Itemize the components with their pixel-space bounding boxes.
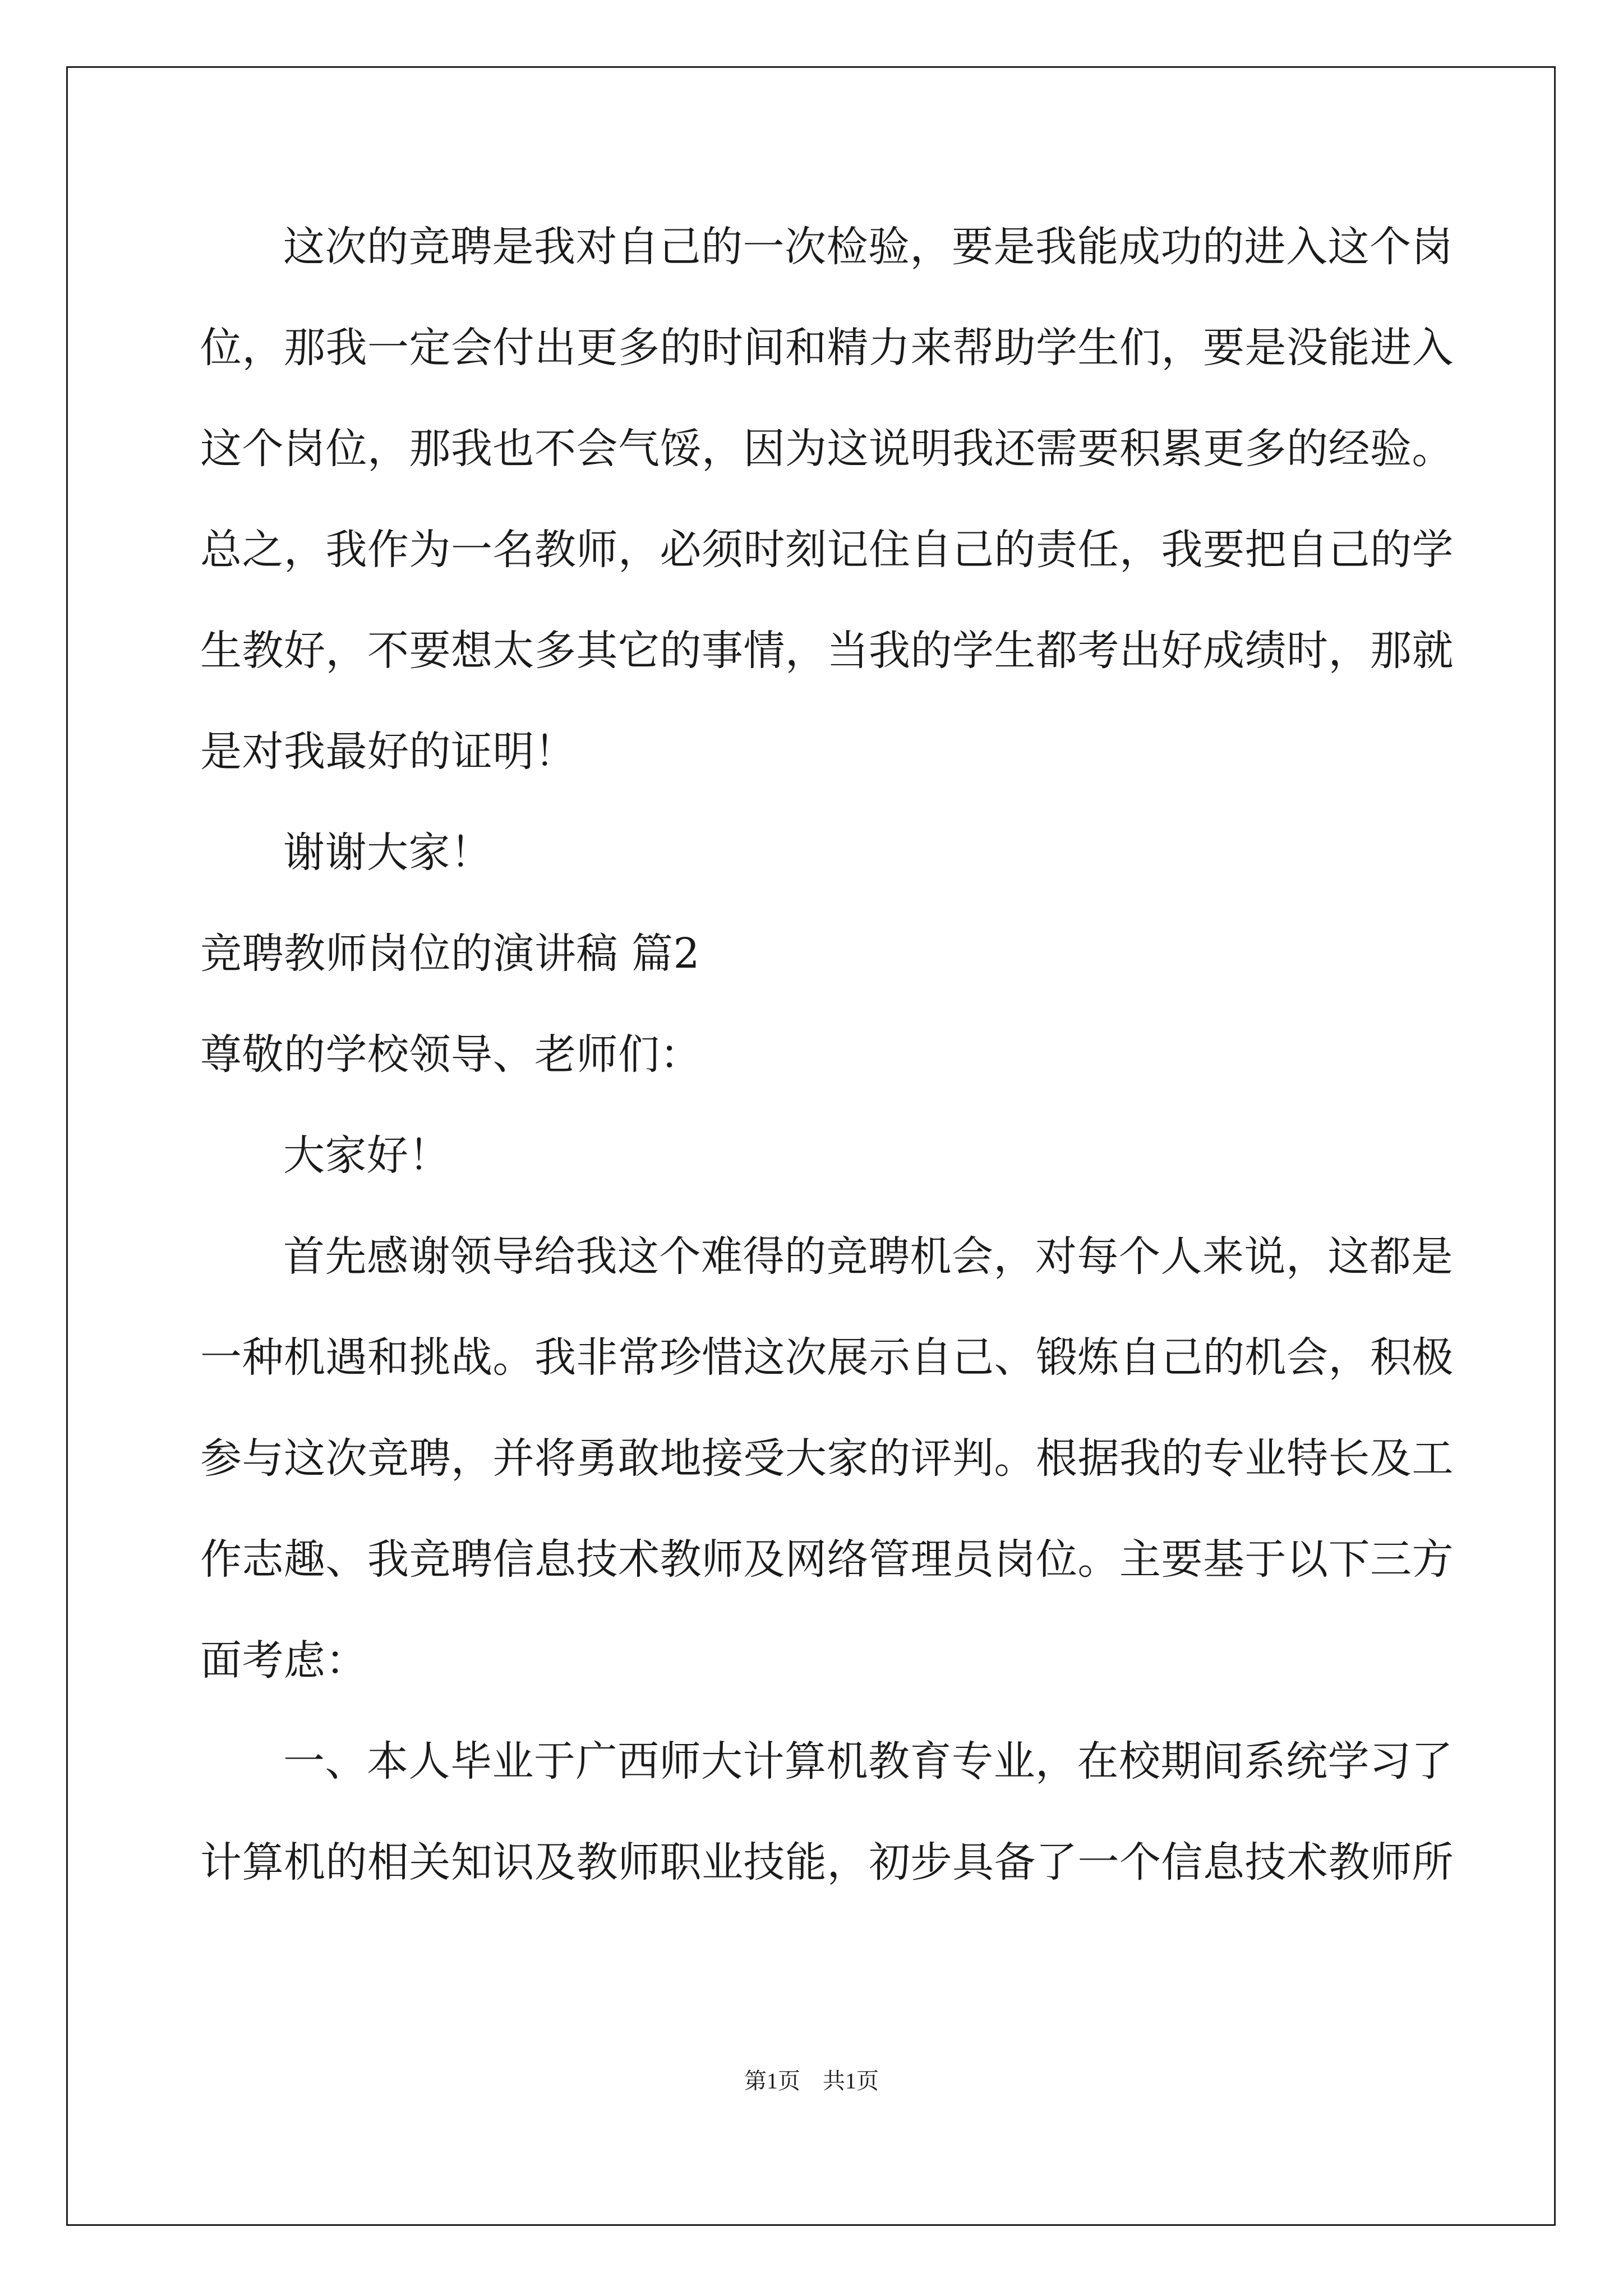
page-footer — [0, 2064, 1623, 2098]
text-line: 位，那我一定会付出更多的时间和精力来帮助学生们，要是没能进入 — [200, 324, 1454, 372]
text-line: 生教好，不要想太多其它的事情，当我的学生都考出好成绩时，那就 — [200, 627, 1454, 675]
text-line: 面考虑： — [200, 1636, 367, 1685]
section-heading: 竞聘教师岗位的演讲稿 篇2 — [200, 930, 700, 978]
text-line: 总之，我作为一名教师，必须时刻记住自己的责任，我要把自己的学 — [200, 526, 1454, 574]
page-total: 共1页 — [823, 2068, 879, 2093]
page-number: 第1页 — [744, 2068, 800, 2093]
text-line: 这个岗位，那我也不会气馁，因为这说明我还需要积累更多的经验。 — [200, 425, 1454, 473]
text-line: 参与这次竞聘，并将勇敢地接受大家的评判。根据我的专业特长及工 — [200, 1434, 1454, 1483]
text-line: 首先感谢领导给我这个难得的竞聘机会，对每个人来说，这都是 — [283, 1232, 1453, 1281]
salutation: 尊敬的学校领导、老师们： — [200, 1030, 702, 1079]
text-line: 这次的竞聘是我对自己的一次检验，要是我能成功的进入这个岗 — [283, 223, 1453, 271]
text-line: 一种机遇和挑战。我非常珍惜这次展示自己、锻炼自己的机会，积极 — [200, 1333, 1454, 1382]
text-line: 一、本人毕业于广西师大计算机教育专业，在校期间系统学习了 — [283, 1737, 1453, 1786]
text-line: 大家好！ — [283, 1131, 450, 1180]
text-line: 作志趣、我竞聘信息技术教师及网络管理员岗位。主要基于以下三方 — [200, 1535, 1454, 1584]
text-line: 是对我最好的证明！ — [200, 728, 577, 776]
text-line: 谢谢大家！ — [283, 829, 492, 877]
text-line: 计算机的相关知识及教师职业技能，初步具备了一个信息技术教师所 — [200, 1838, 1454, 1887]
